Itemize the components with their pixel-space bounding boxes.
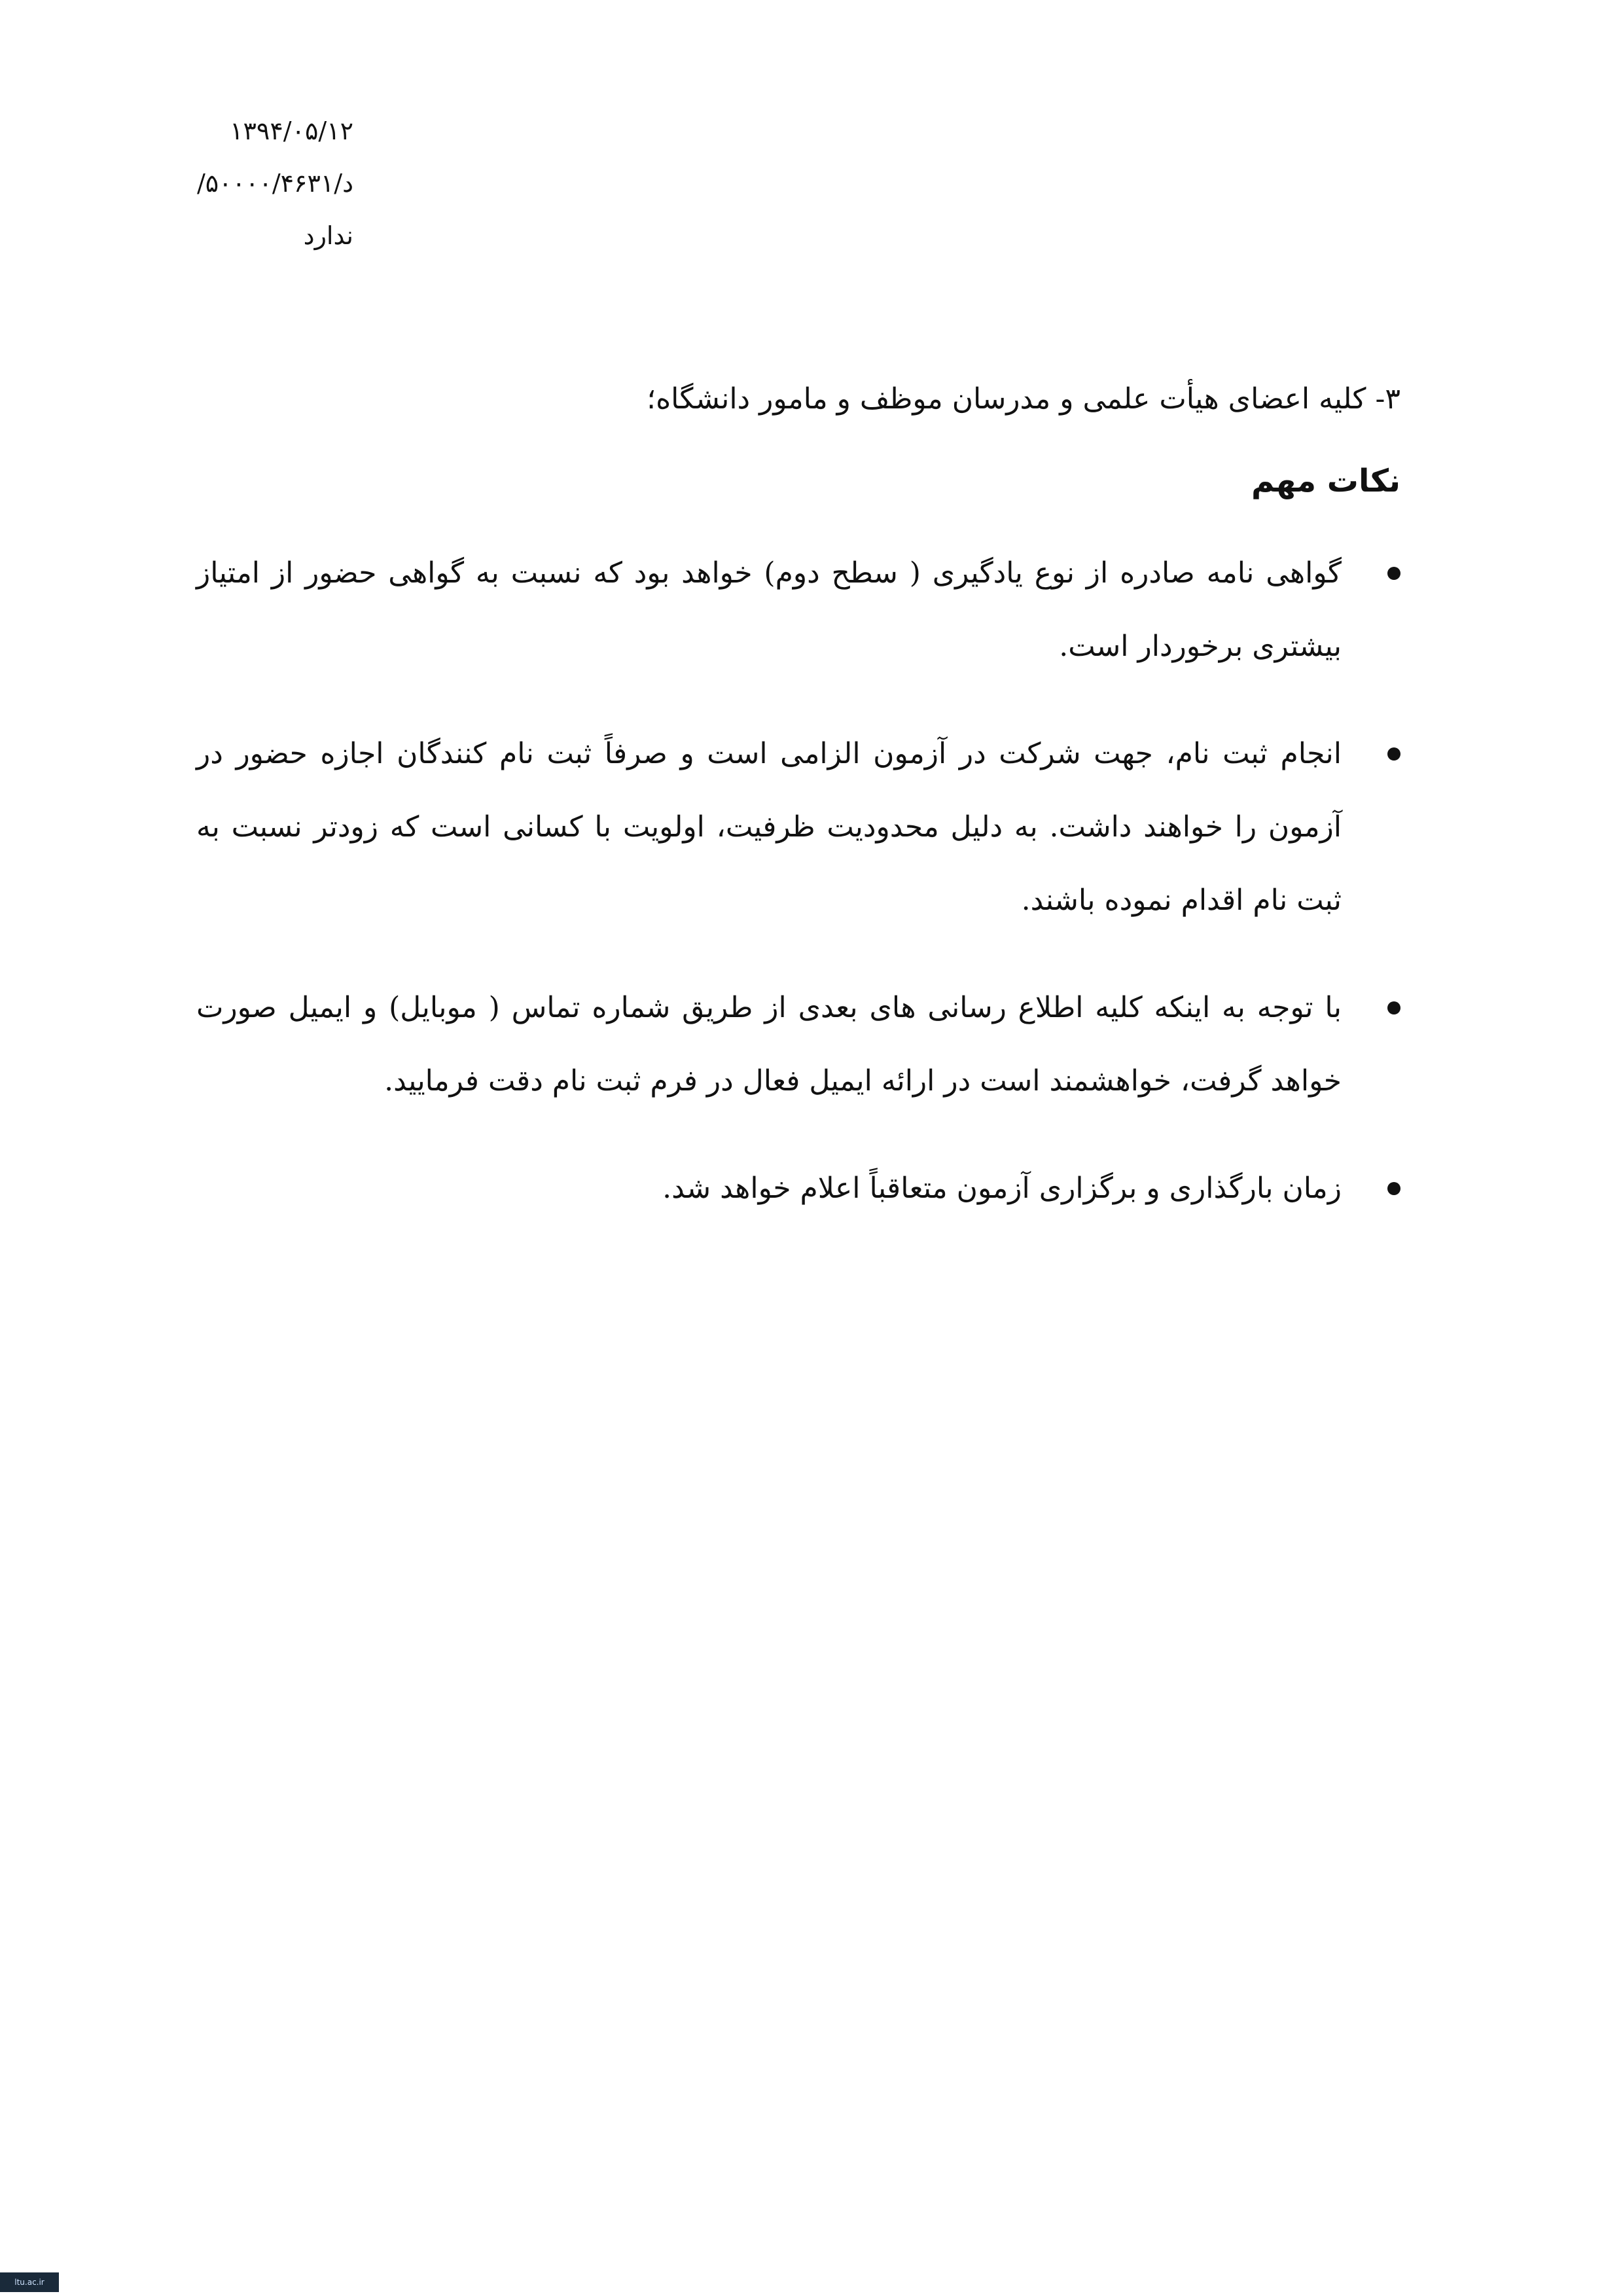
letter-body	[196, 373, 1400, 1259]
note-item	[196, 537, 1400, 683]
note-item	[196, 971, 1400, 1118]
letter-meta	[131, 105, 353, 262]
bullet-icon	[1387, 1182, 1400, 1195]
bullet-icon	[1387, 567, 1400, 580]
letter-attachment: ندارد	[303, 221, 353, 250]
site-logo: ltu.ac.ir	[0, 2272, 59, 2292]
note-text: گواهی نامه صادره از نوع یادگیری ( سطح دوم) خواهد بود که نسبت به گواهی حضور از امتیاز بیشتری برخوردار است.	[196, 556, 1342, 663]
notes-list	[196, 537, 1400, 1225]
note-text: زمان بارگذاری و برگزاری آزمون متعاقباً اعلام خواهد شد.	[662, 1172, 1342, 1205]
bullet-icon	[1387, 747, 1400, 761]
notes-title: نکات مهم	[1251, 463, 1400, 499]
note-item	[196, 717, 1400, 937]
letter-date: ۱۳۹۴/۰۵/۱۲	[230, 117, 353, 145]
note-text: با توجه به اینکه کلیه اطلاع رسانی های بعدی از طریق شماره تماس ( موبایل) و ایمیل صورت خواهد گرفت، خواهشمند است در ارائه ایمیل فعال در فرم ثبت نام دقت فرمایید.	[196, 991, 1342, 1098]
bullet-icon	[1387, 1001, 1400, 1014]
note-text: انجام ثبت نام، جهت شرکت در آزمون الزامی است و صرفاً ثبت نام کنندگان اجازه حضور در آزمون را خواهند داشت. به دلیل محدودیت ظرفیت، اولویت با کسانی است که زودتر نسبت به ثبت نام اقدام نموده باشند.	[196, 737, 1342, 917]
eligibility-item-3: ۳- کلیه اعضای هیأت علمی و مدرسان موظف و مامور دانشگاه؛	[647, 382, 1400, 416]
letter-number: د/۵۰۰۰۰/۴۶۳۱/	[196, 169, 353, 198]
note-item	[196, 1152, 1400, 1225]
